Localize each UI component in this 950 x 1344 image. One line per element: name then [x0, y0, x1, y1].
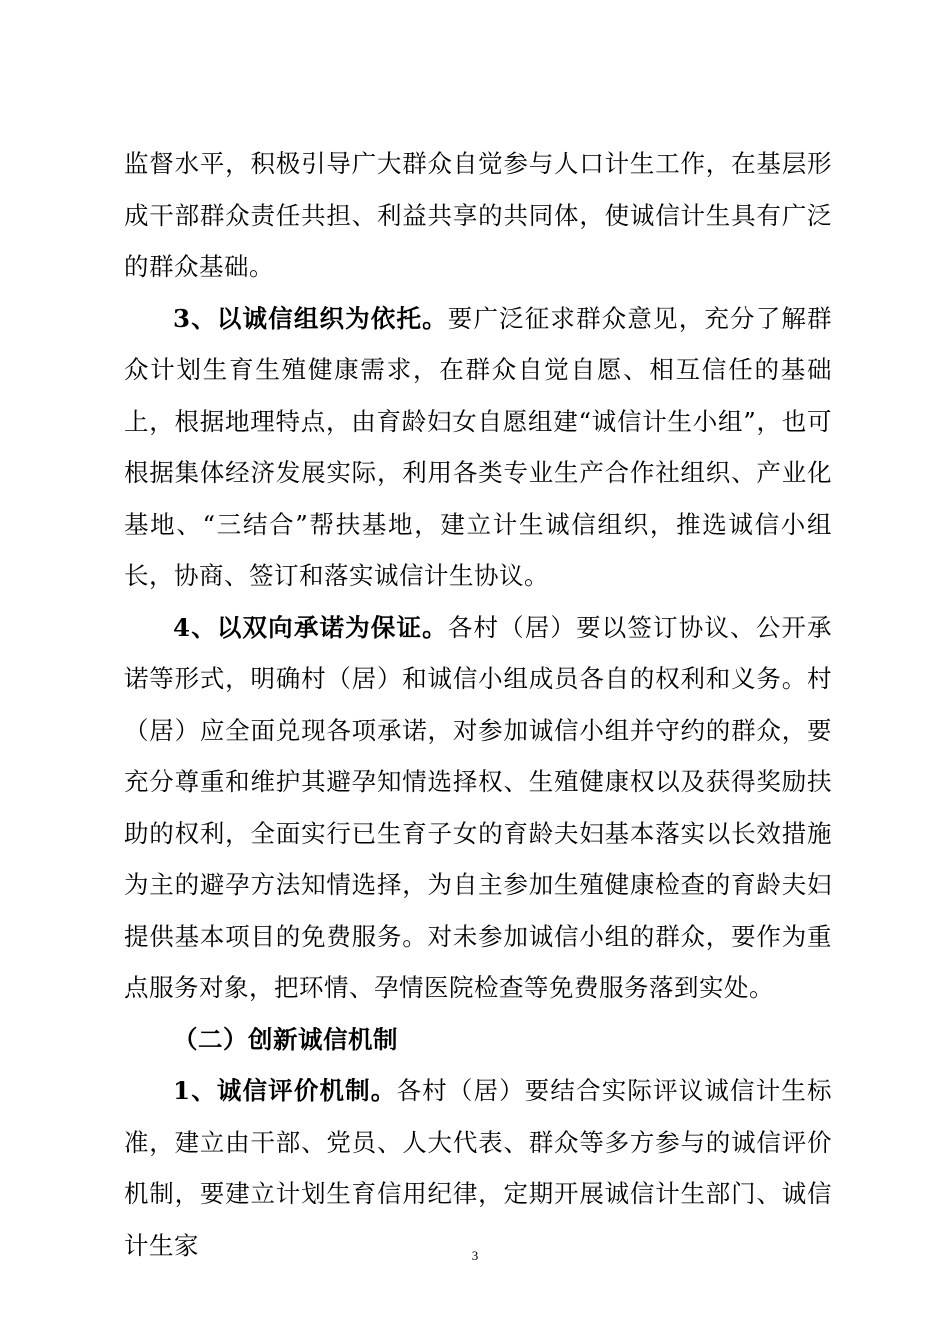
- paragraph-text: 各村（居）要结合实际评议诚信计生标准，建立由干部、党员、人大代表、群众等多方参与的诚信评价机制，要建立计划生育信用纪律，定期开展诚信计生部门、诚信计生家: [124, 1076, 833, 1260]
- page-number: 3: [471, 1248, 479, 1263]
- paragraph-lead: 3、以诚信组织为依托。: [173, 303, 448, 333]
- paragraph-item-4: [124, 602, 832, 1014]
- paragraph-continuation: [124, 138, 832, 293]
- paragraph-text: 要广泛征求群众意见，充分了解群众计划生育生殖健康需求，在群众自觉自愿、相互信任的基础上，根据地理特点，由育龄妇女自愿组建“诚信计生小组”，也可根据集体经济发展实际，利用各类专业生产合作社组织、产业化基地、“三结合”帮扶基地，建立计生诚信组织，推选诚信小组长，协商、签订和落实诚信计生协议。: [124, 303, 833, 590]
- paragraph-item-1: [124, 1065, 832, 1271]
- paragraph-text: 各村（居）要以签订协议、公开承诺等形式，明确村（居）和诚信小组成员各自的权利和义务。村（居）应全面兑现各项承诺，对参加诚信小组并守约的群众，要充分尊重和维护其避孕知情选择权、生殖健康权以及获得奖励扶助的权利，全面实行已生育子女的育龄夫妇基本落实以长效措施为主的避孕方法知情选择，为自主参加生殖健康检查的育龄夫妇提供基本项目的免费服务。对未参加诚信小组的群众，要作为重点服务对象，把环情、孕情医院检查等免费服务落到实处。: [124, 612, 833, 1002]
- section-heading: （二）创新诚信机制: [173, 1024, 398, 1054]
- paragraph-lead: 1、诚信评价机制。: [173, 1076, 397, 1105]
- document-body: [124, 138, 832, 1271]
- paragraph-text: 监督水平，积极引导广大群众自觉参与人口计生工作，在基层形成干部群众责任共担、利益共享的共同体，使诚信计生具有广泛的群众基础。: [124, 149, 832, 281]
- paragraph-item-3: [124, 293, 832, 602]
- paragraph-lead: 4、以双向承诺为保证。: [173, 612, 448, 642]
